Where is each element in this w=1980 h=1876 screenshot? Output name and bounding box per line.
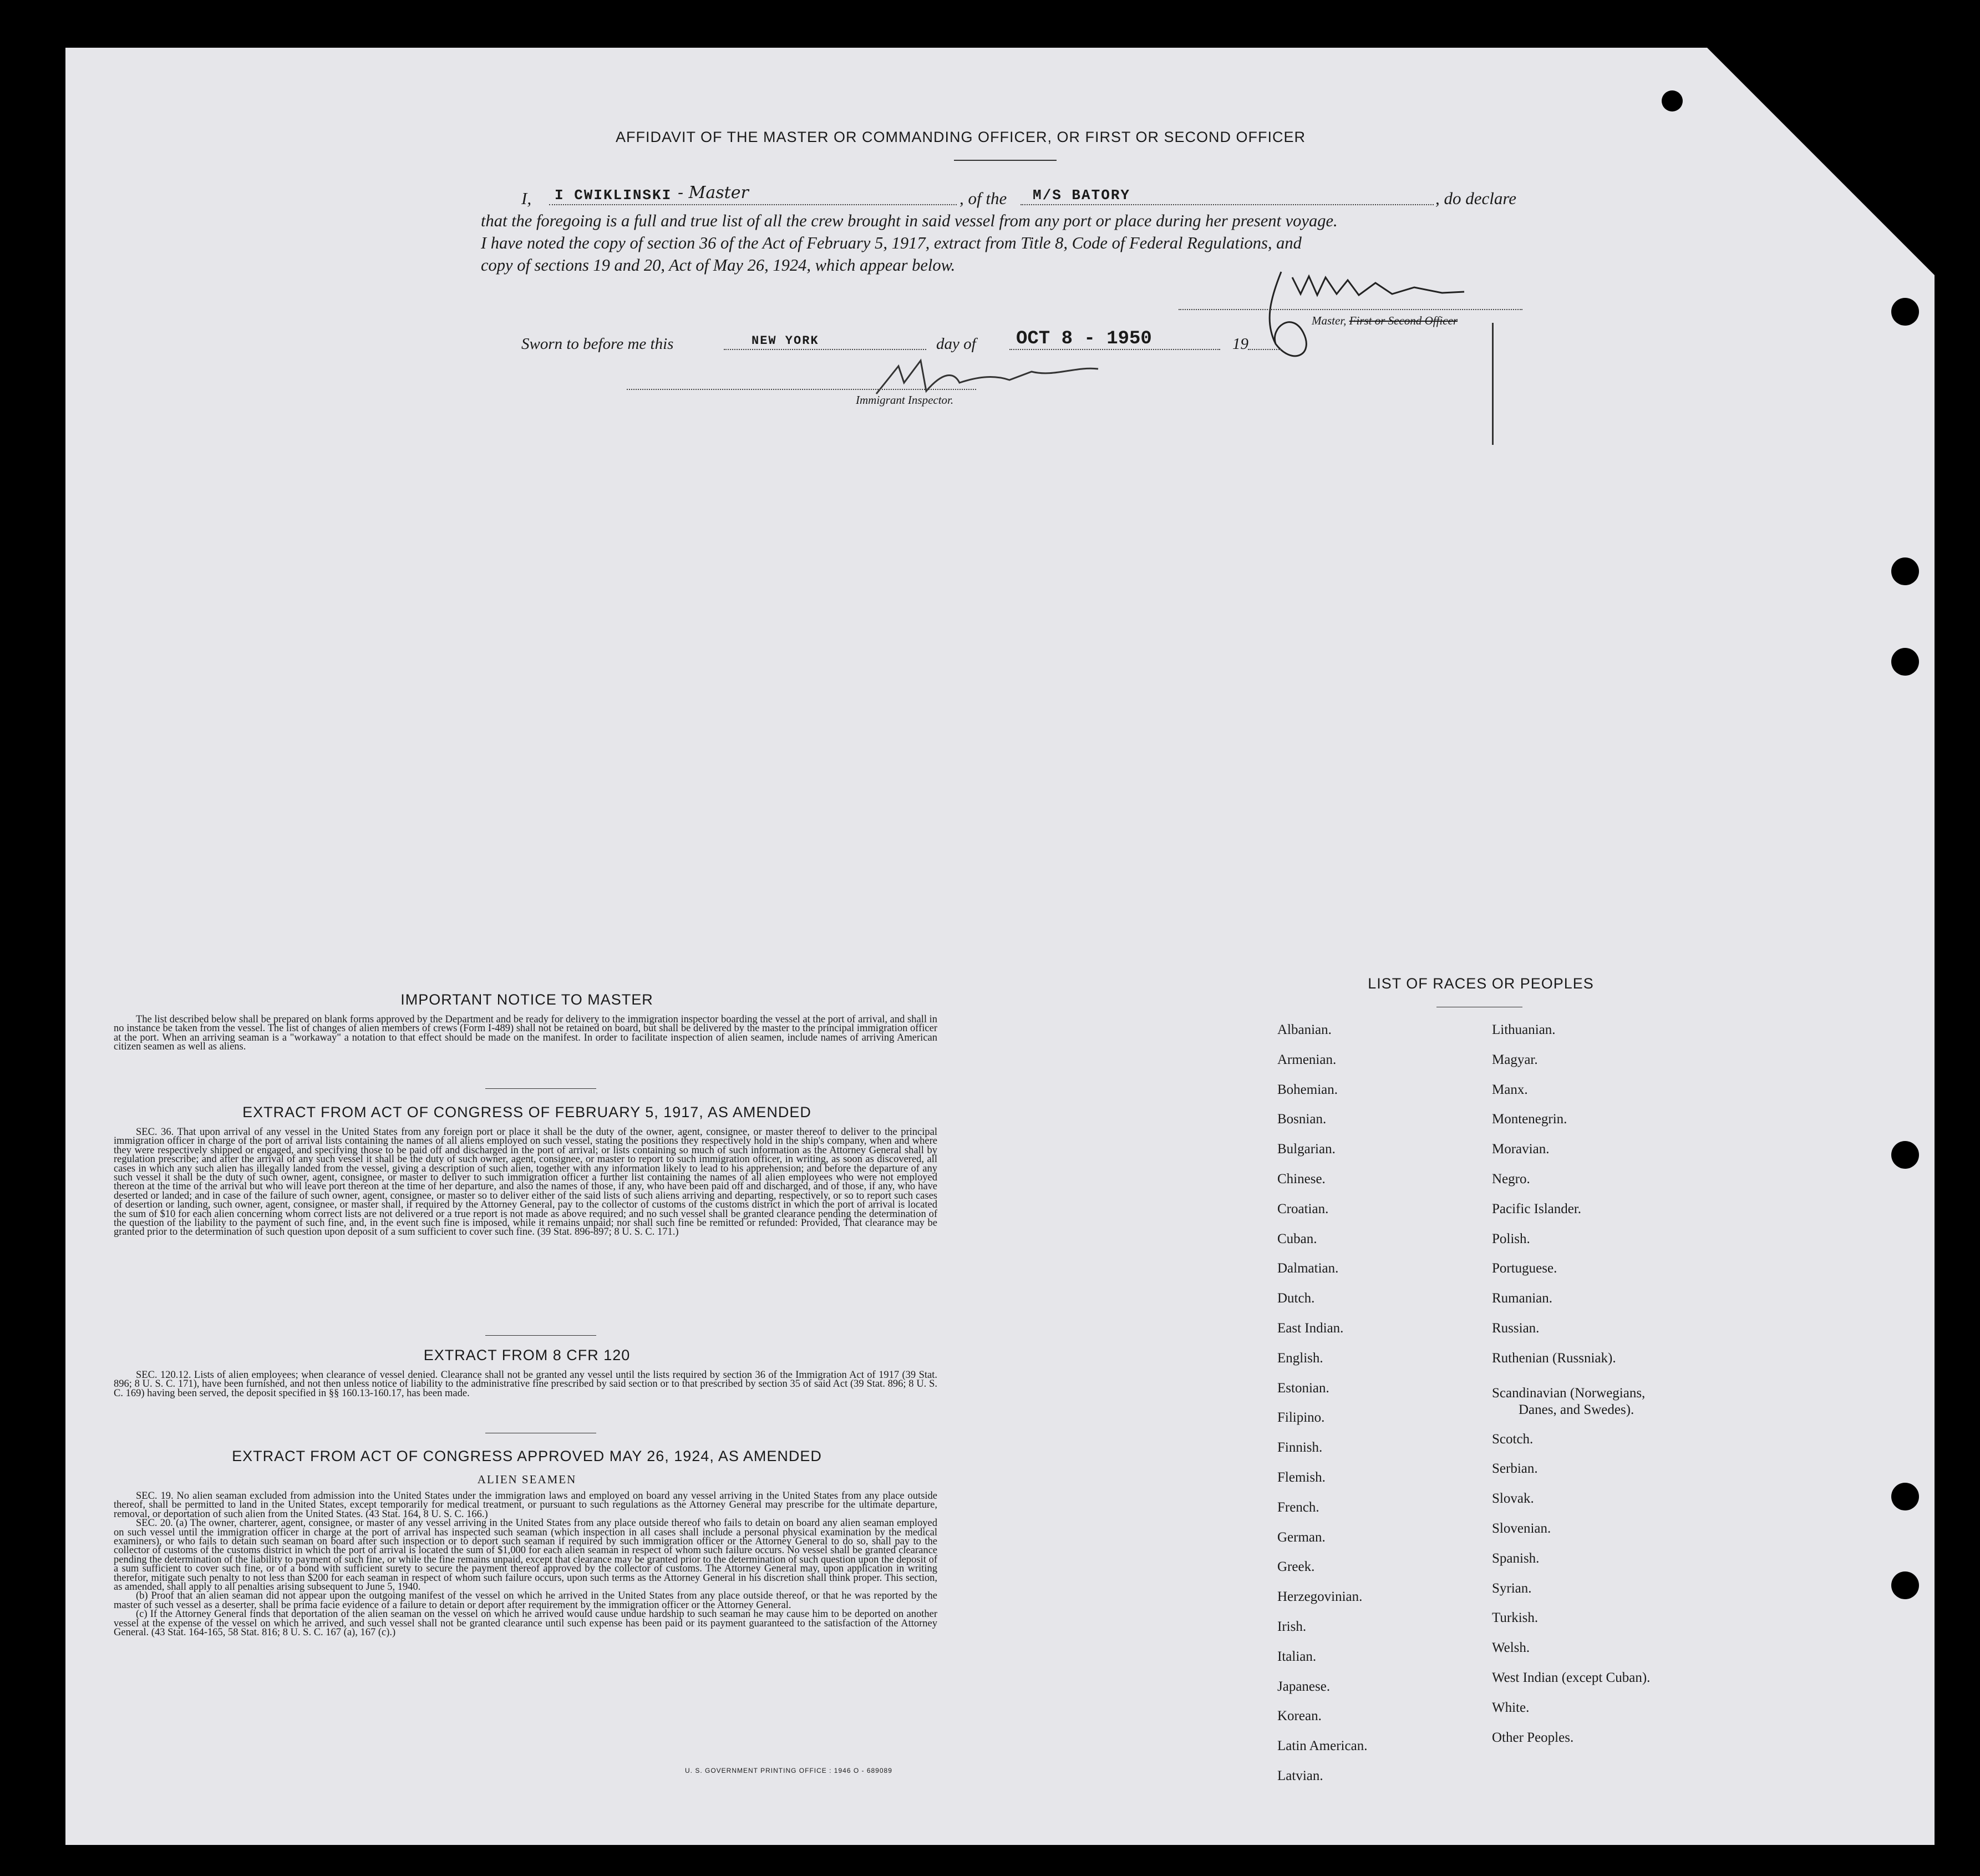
inspector-caption: Immigrant Inspector. xyxy=(856,393,954,407)
races-left-column xyxy=(1277,1022,1367,1798)
signature-tail xyxy=(1492,323,1494,445)
divider xyxy=(954,160,1057,161)
master-role-handwritten: - Master xyxy=(678,183,749,202)
affidavit-line1 xyxy=(521,187,531,210)
extract1924-body xyxy=(114,1492,937,1637)
race-item: Welsh. xyxy=(1492,1640,1530,1656)
race-item: West Indian (except Cuban). xyxy=(1492,1670,1651,1685)
race-item: Bosnian. xyxy=(1277,1112,1327,1127)
do-declare-label: , do declare xyxy=(1435,189,1517,208)
binder-hole xyxy=(1891,648,1919,676)
extract1924-title: EXTRACT FROM ACT OF CONGRESS APPROVED MAY 26, 1924, AS AMENDED xyxy=(232,1448,822,1464)
extract8cfr-title: EXTRACT FROM 8 CFR 120 xyxy=(423,1347,631,1363)
inspector-signature-line xyxy=(627,389,976,390)
race-item: English. xyxy=(1277,1350,1323,1366)
race-item: Italian. xyxy=(1277,1649,1317,1664)
divider xyxy=(485,1088,596,1089)
race-item: Russian. xyxy=(1492,1320,1540,1336)
race-item: Negro. xyxy=(1492,1171,1530,1187)
race-item: Dutch. xyxy=(1277,1291,1315,1306)
race-item: Polish. xyxy=(1492,1231,1530,1246)
master-signature-line xyxy=(1179,309,1522,310)
of-the-label: , of the xyxy=(959,189,1007,208)
race-item: Slovenian. xyxy=(1492,1520,1551,1536)
race-item: Dalmatian. xyxy=(1277,1261,1339,1276)
races-title: LIST OF RACES OR PEOPLES xyxy=(1368,975,1594,992)
race-item: French. xyxy=(1277,1499,1319,1515)
race-item: Armenian. xyxy=(1277,1052,1337,1067)
notice-body xyxy=(114,1015,937,1052)
vessel-line xyxy=(1021,204,1434,205)
binder-hole xyxy=(1891,298,1919,326)
race-item: Bulgarian. xyxy=(1277,1142,1336,1157)
race-item: Syrian. xyxy=(1492,1580,1532,1596)
sec20a-text: SEC. 20. (a) The owner, charterer, agent, consignee, or master of any vessel arriving in the United States from any place outside thereof who fails to detain on board any alien seaman employed on such vessel until the immigration officer in charge at the port of arrival has inspected such seaman (which inspection in all cases shall include a personal physical examination by the medical examiners), or who fails to detain such seaman on board after such inspection or to deport such seaman if required by such immigration officer or the Attorney General to do so, shall pay to the collector of customs of the customs district in which the port of arrival is located the sum of $1,000 for each alien seaman in respect of whom such failure occurs. No vessel shall be granted clearance pending the determination of the liability to payment of such fine, or while the fine remains unpaid, except that clearance may be granted prior to the determination of such question upon the deposit of a sum sufficient to cover such fine, or of a bond with sufficient surety to secure the payment thereof approved by the collector of customs. The Attorney General may, upon application in writing therefor, mitigate such penalty to not less than $200 for each seaman in respect of whom such failure occurs, upon such terms as the Attorney General in his discretion shall think proper. This section, as amended, shall apply to all penalties arising subsequent to June 5, 1940. xyxy=(114,1518,937,1593)
sworn-date: OCT 8 - 1950 xyxy=(1016,328,1152,349)
race-item: White. xyxy=(1492,1700,1530,1715)
race-item: Magyar. xyxy=(1492,1052,1538,1067)
race-item: Cuban. xyxy=(1277,1231,1317,1246)
divider xyxy=(485,1335,596,1336)
vessel-name: M/S BATORY xyxy=(1033,187,1131,204)
race-item: Serbian. xyxy=(1492,1461,1538,1477)
race-item: Lithuanian. xyxy=(1492,1022,1556,1037)
race-item: Croatian. xyxy=(1277,1201,1329,1216)
binder-hole xyxy=(1891,1141,1919,1169)
race-item: Scotch. xyxy=(1492,1431,1534,1447)
year-prefix: 19 xyxy=(1232,335,1248,353)
sec20c-text: (c) If the Attorney General finds that deportation of the alien seaman on the vessel on which he arrived would cause undue hardship to such seaman he may cause him to be deported on another vessel at the expense of the vessel on which he arrived, and such vessel shall not be granted clearance until such expense has been paid or its payment guaranteed to the satisfaction of the Attorney General. (43 Stat. 164-165, 58 Stat. 816; 8 U. S. C. 167 (a), 167 (c).) xyxy=(114,1609,937,1639)
sworn-place: NEW YORK xyxy=(752,334,819,348)
race-item: Albanian. xyxy=(1277,1022,1332,1037)
race-item: Latvian. xyxy=(1277,1768,1323,1783)
race-item: Latin American. xyxy=(1277,1738,1368,1754)
binder-hole xyxy=(1891,209,1919,237)
master-label: Master, xyxy=(1312,314,1347,327)
extract1917-title: EXTRACT FROM ACT OF CONGRESS OF FEBRUARY 5, 1917, AS AMENDED xyxy=(242,1104,811,1120)
notice-title: IMPORTANT NOTICE TO MASTER xyxy=(400,991,653,1008)
day-of-label: day of xyxy=(936,335,976,353)
race-item: Manx. xyxy=(1492,1082,1528,1097)
race-item: Other Peoples. xyxy=(1492,1730,1574,1745)
sec19-text: SEC. 19. No alien seaman excluded from admission into the United States under the immigration laws and employed on board any vessel arriving in the United States from any place outside thereof, shall be permitted to land in the United States, except temporarily for medical treatment, or pursuant to such regulations as the Attorney General may prescribe for the ultimate departure, removal, or deportation of such alien from the United States. (43 Stat. 164, 8 U. S. C. 166.) xyxy=(114,1490,937,1520)
sec36-text: SEC. 36. That upon arrival of any vessel in the United States from any foreign port or place it shall be the duty of the owner, agent, consignee, or master thereof to deliver to the principal immigration officer in charge of the port of arrival lists containing the names of all aliens employed on such vessel, stating the positions they respectively hold in the ship's company, when and where they were respectively shipped or engaged, and specifying those to be paid off and discharged in the port of arrival; or lists containing so much of such information as the Attorney General shall by regulation prescribe; and after the arrival of any such vessel it shall be the duty of such owner, agent, consignee, or master to report to such immigration officer, in writing, as soon as discovered, all cases in which any such alien has illegally landed from the vessel, giving a description of such alien, together with any information likely to lead to his apprehension; and before the departure of any such vessel it shall be the duty of such owner, agent, consignee, or master to deliver to such immigration officer a further list containing the names of all alien employees who were not employed thereon at the time of the arrival but who will leave port thereon at the time of her departure, and also the names of those, if any, who have been paid off and discharged, and of those, if any, who have deserted or landed; and in case of the failure of such owner, agent, consignee, or master so to deliver either of the said lists of such aliens arriving and departing, respectively, or so to report such cases of desertion or landing, such owner, agent, consignee, or master shall, if required by the Attorney General, pay to the collector of customs of the customs district in which the port of arrival is located the sum of $10 for each alien concerning whom correct lists are not delivered or a true report is not made as above required; and no such vessel shall be granted clearance pending the determination of the question of the liability to the payment of such fine, and, in the event such fine is imposed, while it remains unpaid; nor shall such fine be remitted or refunded: Provided, That clearance may be granted prior to the determination of such question upon deposit of a sum sufficient to cover such fine. (39 Stat. 896-897; 8 U. S. C. 171.) xyxy=(114,1127,937,1238)
race-item: Chinese. xyxy=(1277,1171,1326,1187)
scandinavian-line2: Danes, and Swedes). xyxy=(1519,1402,1634,1417)
affidavit-line2: that the foregoing is a full and true list of all the crew brought in said vessel from any port or place during her present voyage. xyxy=(481,211,1338,230)
race-item: Filipino. xyxy=(1277,1410,1325,1426)
sec20b-text: (b) Proof that an alien seaman did not appear upon the outgoing manifest of the vessel on which he arrived in the United States from any place outside thereof, or that he was reported by the master of such vessel as a deserter, shall be prima facie evidence of a failure to detain or deport after requirement by the immigration officer or the Attorney General. xyxy=(114,1590,937,1611)
sec120-text: SEC. 120.12. Lists of alien employees; when clearance of vessel denied. Clearance shall not be granted any vessel until the lists required by section 36 of the Immigration Act of 1917 (39 Stat. 896; 8 U. S. C. 171), have been furnished, and not then unless notice of liability to the administrative fine prescribed by said section or to that prescribed by section 35 of said Act (39 Stat. 896; 8 U. S. C. 169) having been served, the deposit specified in §§ 160.13-160.17, has been made. xyxy=(114,1370,937,1399)
affidavit-line3: I have noted the copy of section 36 of the Act of February 5, 1917, extract from Title 8, Code of Federal Regulations, and xyxy=(481,234,1302,252)
alien-seamen-subtitle: ALIEN SEAMEN xyxy=(477,1473,577,1486)
notice-text: The list described below shall be prepared on blank forms approved by the Department and be ready for delivery to the immigration inspector boarding the vessel at the port of arrival, and shall in no instance be taken from the vessel. The list of changes of alien members of crews (Form I-489) shall not be retained on board, but shall be delivered by the master to the principal immigration officer at the port. When an arriving seaman is a "workaway" a notation to that effect should be made on the manifest. In order to facilitate inspection of alien seamen, include names of arriving American citizen seamen as well as aliens. xyxy=(114,1014,937,1053)
race-item: Estonian. xyxy=(1277,1380,1329,1396)
i-label: I, xyxy=(521,189,532,208)
races-right-column xyxy=(1492,1022,1650,1760)
race-item: Moravian. xyxy=(1492,1142,1550,1157)
binder-hole xyxy=(1891,1571,1919,1599)
race-item: Turkish. xyxy=(1492,1610,1539,1626)
name-line xyxy=(549,204,957,205)
struck-label: First or Second Officer xyxy=(1349,314,1458,327)
master-name: I CWIKLINSKI xyxy=(555,187,672,204)
extract8cfr-body xyxy=(114,1371,937,1398)
race-item: Ruthenian (Russniak). xyxy=(1492,1350,1616,1366)
race-item: Finnish. xyxy=(1277,1440,1323,1456)
race-item-scandinavian xyxy=(1492,1381,1650,1432)
race-item: Portuguese. xyxy=(1492,1261,1557,1276)
binder-hole xyxy=(1891,1483,1919,1510)
master-caption xyxy=(1312,314,1458,328)
race-item: Japanese. xyxy=(1277,1679,1331,1694)
race-item: Slovak. xyxy=(1492,1491,1534,1507)
race-item: Herzegovinian. xyxy=(1277,1589,1363,1605)
race-item: Korean. xyxy=(1277,1708,1322,1724)
year-line xyxy=(1248,349,1281,350)
sworn-label: Sworn to before me this xyxy=(521,335,674,353)
race-item: East Indian. xyxy=(1277,1320,1344,1336)
race-item: Rumanian. xyxy=(1492,1291,1553,1306)
race-item: Pacific Islander. xyxy=(1492,1201,1582,1216)
race-item: Flemish. xyxy=(1277,1469,1326,1485)
affidavit-line4: copy of sections 19 and 20, Act of May 26, 1924, which appear below. xyxy=(481,256,956,275)
binder-hole xyxy=(1662,90,1683,111)
race-item: Bohemian. xyxy=(1277,1082,1338,1097)
scandinavian-line1: Scandinavian (Norwegians, xyxy=(1492,1385,1646,1401)
affidavit-title: AFFIDAVIT OF THE MASTER OR COMMANDING OFFICER, OR FIRST OR SECOND OFFICER xyxy=(616,129,1306,145)
race-item: Greek. xyxy=(1277,1559,1315,1575)
binder-hole xyxy=(1891,557,1919,585)
race-item: Montenegrin. xyxy=(1492,1112,1567,1127)
extract1917-body xyxy=(114,1128,937,1237)
race-item: German. xyxy=(1277,1529,1326,1545)
printer-imprint: U. S. GOVERNMENT PRINTING OFFICE : 1946 O - 689089 xyxy=(685,1767,892,1774)
race-item: Irish. xyxy=(1277,1619,1307,1634)
race-item: Spanish. xyxy=(1492,1550,1540,1566)
